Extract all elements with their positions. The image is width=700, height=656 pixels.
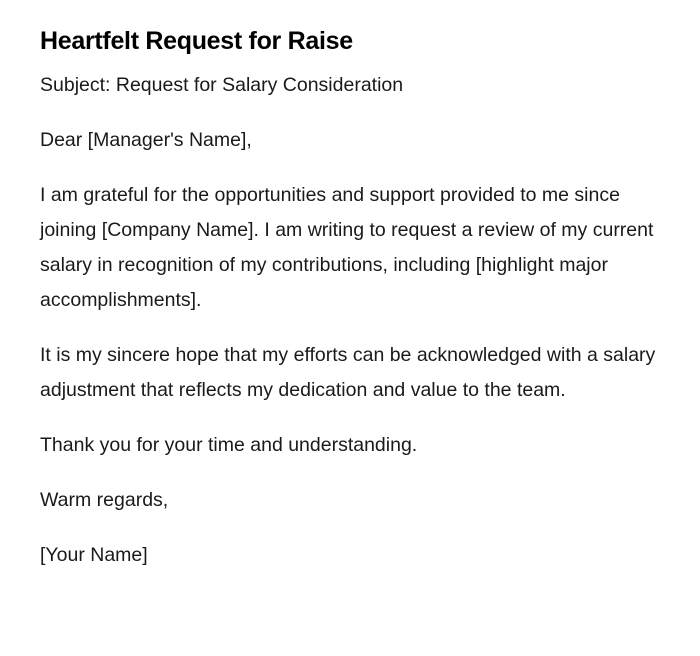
document-title: Heartfelt Request for Raise xyxy=(40,27,353,55)
body-paragraph-thanks: Thank you for your time and understanding. xyxy=(40,434,418,456)
subject-line: Subject: Request for Salary Consideration xyxy=(40,74,404,96)
salutation: Dear [Manager's Name], xyxy=(40,129,252,151)
closing: Warm regards, xyxy=(40,489,169,511)
body-paragraph-gratitude: I am grateful for the opportunities and support provided to me since joining [Company Name]. I am writing to request a review of my current salary in recognition of my contributions, including [highlight major accomplishments]. xyxy=(40,184,654,311)
signature: [Your Name] xyxy=(40,544,148,566)
body-paragraph-hope: It is my sincere hope that my efforts can be acknowledged with a salary adjustment that reflects my dedication and value to the team. xyxy=(40,344,656,401)
